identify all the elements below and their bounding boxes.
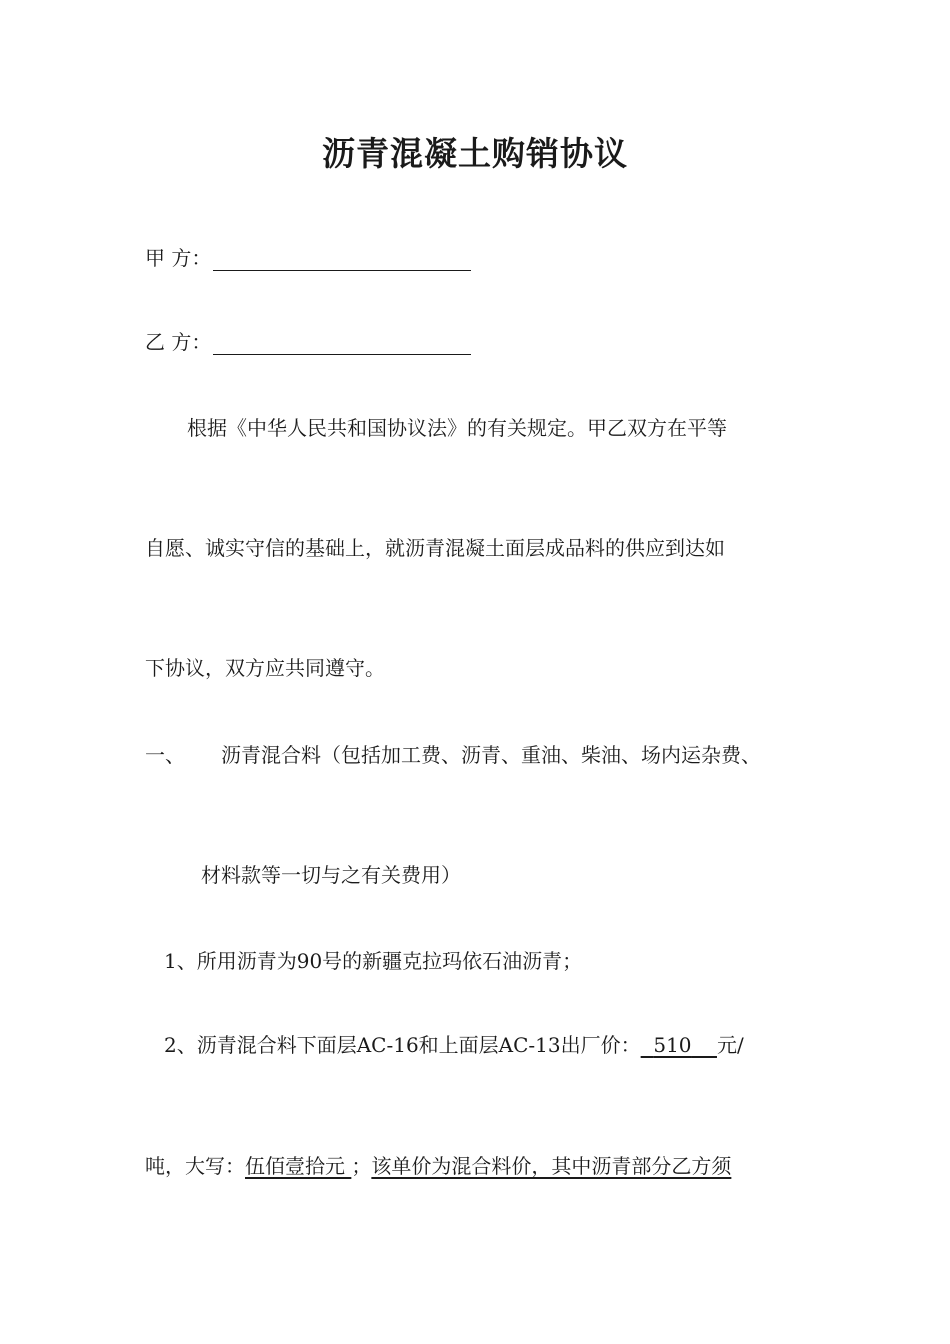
- item-2-unit: 元/: [716, 1033, 744, 1057]
- party-b-line: [145, 327, 471, 357]
- item-2-amount-words: 伍佰壹拾元: [245, 1154, 345, 1178]
- item-2: [164, 1030, 744, 1060]
- item-2-note: 该单价为混合料价，其中沥青部分乙方须: [371, 1154, 732, 1178]
- section-1-heading: [145, 740, 761, 770]
- party-a-blank: [213, 248, 471, 271]
- section-1-continuation: 材料款等一切与之有关费用）: [201, 863, 461, 887]
- party-b-blank: [213, 332, 471, 355]
- intro-line-3: 下协议，双方应共同遵守。: [145, 656, 385, 680]
- item-2-continuation: [145, 1151, 731, 1181]
- item-1: 1、所用沥青为90号的新疆克拉玛依石油沥青；: [164, 949, 583, 973]
- intro-line-1: 根据《中华人民共和国协议法》的有关规定。甲乙双方在平等: [187, 416, 727, 440]
- party-a-label: 甲 方：: [145, 246, 212, 270]
- party-b-label: 乙 方：: [145, 330, 212, 354]
- intro-line-2: 自愿、诚实守信的基础上，就沥青混凝土面层成品料的供应到达如: [145, 536, 725, 560]
- party-a-line: [145, 243, 471, 273]
- item-2-price-value: 510: [653, 1033, 692, 1057]
- item-2-text: 2、沥青混合料下面层AC-16和上面层AC-13出厂价：: [164, 1033, 641, 1057]
- document-title: 沥青混凝土购销协议: [322, 134, 628, 173]
- section-1-number: 一、: [145, 743, 185, 767]
- item-2-separator: ；: [351, 1154, 372, 1178]
- item-2-amount-label: 吨，大写：: [145, 1154, 245, 1178]
- section-1-text: 沥青混合料（包括加工费、沥青、重油、柴油、场内运杂费、: [221, 743, 761, 767]
- item-2-price: [641, 1033, 717, 1057]
